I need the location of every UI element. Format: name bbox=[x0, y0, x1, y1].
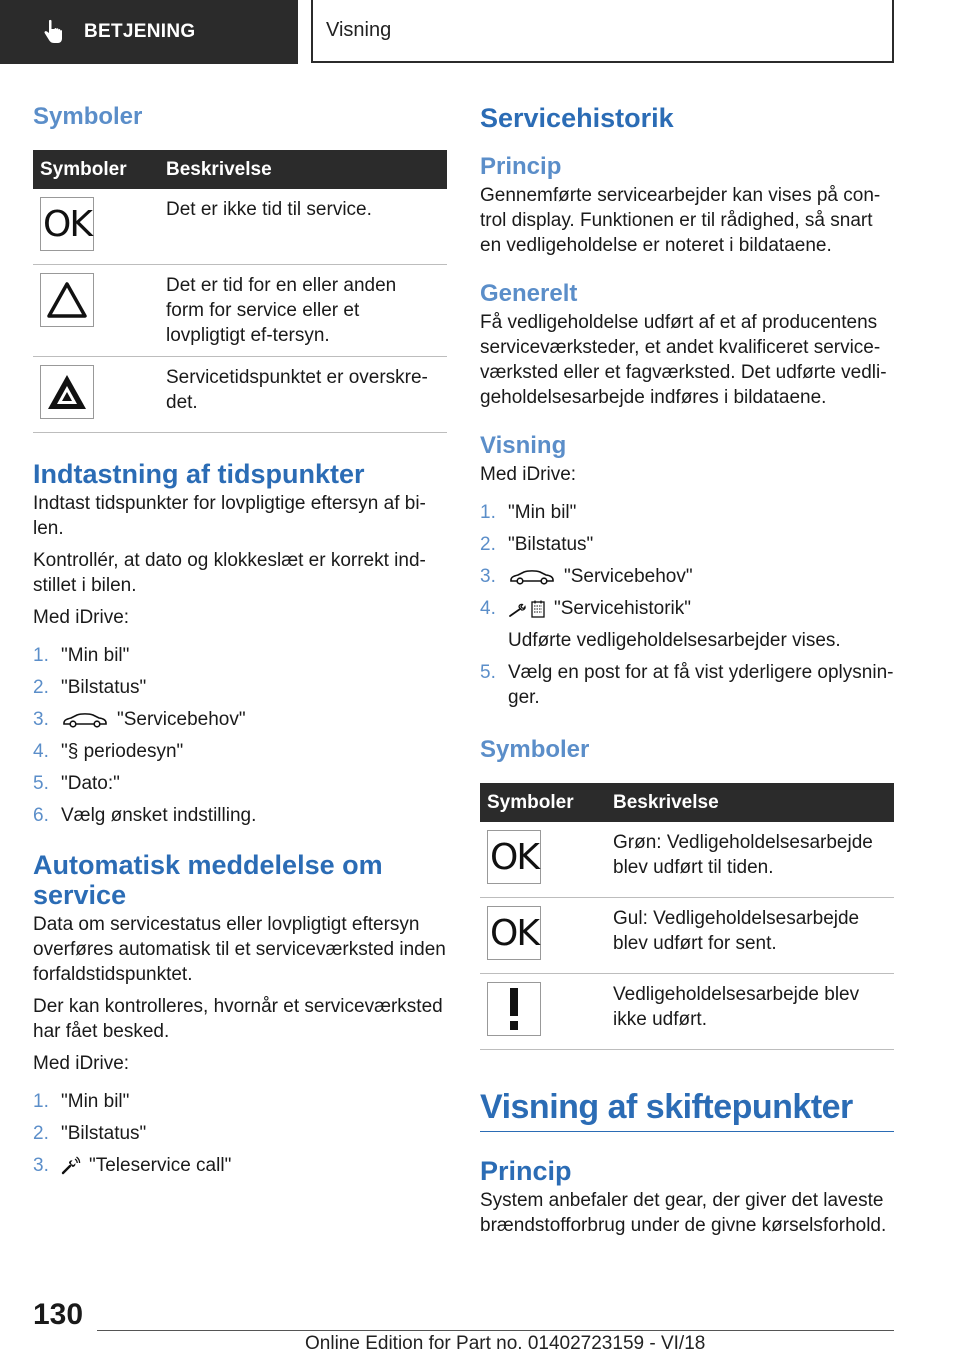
auto-paragraph-3: Med iDrive: bbox=[33, 1053, 130, 1074]
exclamation-icon bbox=[487, 982, 541, 1036]
table-row bbox=[33, 265, 447, 357]
list-item: 3. "Servicebehov" bbox=[33, 709, 246, 730]
table-header-description: Beskrivelse bbox=[611, 783, 894, 822]
warning-triangle-outline-icon bbox=[40, 273, 94, 327]
service-history-icon bbox=[508, 599, 546, 619]
list-item: 5. Vælg en post for at få vist yderligere oplysnin-ger. bbox=[480, 662, 894, 708]
table-row bbox=[480, 822, 894, 898]
shift-heading: Visning af skiftepunkter bbox=[480, 1088, 853, 1126]
row-description: Gul: Vedligeholdelsesarbejde blev udført for sent. bbox=[611, 898, 894, 974]
footer-edition: Online Edition for Part no. 01402723159 - VI/18 bbox=[305, 1333, 706, 1354]
entry-paragraph-3: Med iDrive: bbox=[33, 607, 130, 628]
display-steps bbox=[480, 500, 894, 710]
warning-triangle-filled-icon bbox=[40, 365, 94, 419]
table-header-description: Beskrivelse bbox=[164, 150, 447, 189]
entry-paragraph-2: Kontrollér, at dato og klokkeslæt er korrekt ind-stillet i bilen. bbox=[33, 550, 426, 596]
auto-steps bbox=[33, 1089, 447, 1178]
car-icon bbox=[61, 712, 109, 728]
table-header-symbols: Symboler bbox=[33, 150, 164, 189]
general-paragraph: Få vedligeholdelse udført af et af producentens serviceværksteder, et andet kvalificeret service-værksted eller et fagværksted. Det udførte vedli-geholdelsesarbejde indføres i bildataene. bbox=[480, 312, 887, 408]
display-paragraph: Med iDrive: bbox=[480, 464, 577, 485]
row-description: Vedligeholdelsesarbejde blev ikke udført. bbox=[611, 974, 894, 1050]
wrench-signal-icon bbox=[61, 1156, 81, 1176]
section-title: BETJENING bbox=[84, 21, 196, 42]
right-column bbox=[480, 100, 894, 1238]
ok-symbol: OK bbox=[487, 906, 541, 960]
entry-heading: Indtastning af tidspunkter bbox=[33, 459, 365, 489]
list-item: 2. "Bilstatus" bbox=[33, 1123, 147, 1144]
table-row bbox=[480, 974, 894, 1050]
footer-divider bbox=[97, 1330, 894, 1331]
subsection-title: Visning bbox=[326, 19, 392, 41]
page-number: 130 bbox=[33, 1298, 84, 1331]
table-header-symbols: Symboler bbox=[480, 783, 611, 822]
shift-paragraph: System anbefaler det gear, der giver det laveste brændstofforbrug under de givne kørselsforhold. bbox=[480, 1190, 887, 1236]
ok-symbol: OK bbox=[487, 830, 541, 884]
ok-symbol: OK bbox=[40, 197, 94, 251]
list-item: 4. "§ periodesyn" bbox=[33, 741, 184, 762]
list-item: 1. "Min bil" bbox=[33, 645, 130, 666]
history-symbols-table bbox=[480, 783, 894, 1050]
list-item: 1. "Min bil" bbox=[33, 1091, 130, 1112]
row-description: Servicetidspunktet er overskre-det. bbox=[164, 357, 447, 433]
principle-heading: Princip bbox=[480, 153, 562, 180]
table-row bbox=[33, 357, 447, 433]
symbols-table bbox=[33, 150, 447, 433]
auto-heading: Automatisk meddelelse om service bbox=[33, 850, 383, 910]
heading-rule bbox=[480, 1131, 894, 1132]
step-subtext: Udførte vedligeholdelsesarbejder vises. bbox=[508, 630, 841, 651]
table-row bbox=[480, 898, 894, 974]
list-item: 4. "Servicehistorik" Udførte vedligeholdelsesarbejder vises. bbox=[480, 598, 841, 651]
left-column bbox=[33, 100, 447, 1185]
list-item: 1. "Min bil" bbox=[480, 502, 577, 523]
table-header-row bbox=[33, 150, 447, 189]
row-description: Det er ikke tid til service. bbox=[164, 189, 447, 265]
history-heading: Servicehistorik bbox=[480, 103, 674, 133]
table-header-row bbox=[480, 783, 894, 822]
list-item: 5. "Dato:" bbox=[33, 773, 120, 794]
display-heading: Visning bbox=[480, 432, 567, 459]
auto-paragraph-2: Der kan kontrolleres, hvornår et serviceværksted har fået besked. bbox=[33, 996, 443, 1042]
list-item: 2. "Bilstatus" bbox=[33, 677, 147, 698]
table-row bbox=[33, 189, 447, 265]
principle-paragraph: Gennemførte servicearbejder kan vises på con-trol display. Funktionen er til rådighed, så snart en vedligeholdelse er noteret i bildataene. bbox=[480, 185, 881, 256]
row-description: Det er tid for en eller anden form for service eller et lovpligtigt ef-tersyn. bbox=[164, 265, 447, 357]
list-item: 3. "Teleservice call" bbox=[33, 1155, 232, 1176]
entry-paragraph-1: Indtast tidspunkter for lovpligtige eftersyn af bi-len. bbox=[33, 493, 426, 539]
subsection-header bbox=[311, 0, 894, 63]
general-heading: Generelt bbox=[480, 280, 578, 307]
entry-steps bbox=[33, 643, 447, 828]
section-tab bbox=[0, 0, 298, 64]
hand-pointer-icon bbox=[40, 19, 66, 45]
row-description: Grøn: Vedligeholdelsesarbejde blev udført til tiden. bbox=[611, 822, 894, 898]
list-item: 6. Vælg ønsket indstilling. bbox=[33, 805, 257, 826]
auto-paragraph-1: Data om servicestatus eller lovpligtigt eftersyn overføres automatisk til et serviceværksted inden forfaldstidspunktet. bbox=[33, 914, 446, 985]
shift-principle-heading: Princip bbox=[480, 1156, 572, 1186]
car-icon bbox=[508, 569, 556, 585]
symbols-heading-2: Symboler bbox=[480, 736, 590, 763]
list-item: 3. "Servicebehov" bbox=[480, 566, 693, 587]
symbols-heading: Symboler bbox=[33, 103, 143, 130]
list-item: 2. "Bilstatus" bbox=[480, 534, 594, 555]
